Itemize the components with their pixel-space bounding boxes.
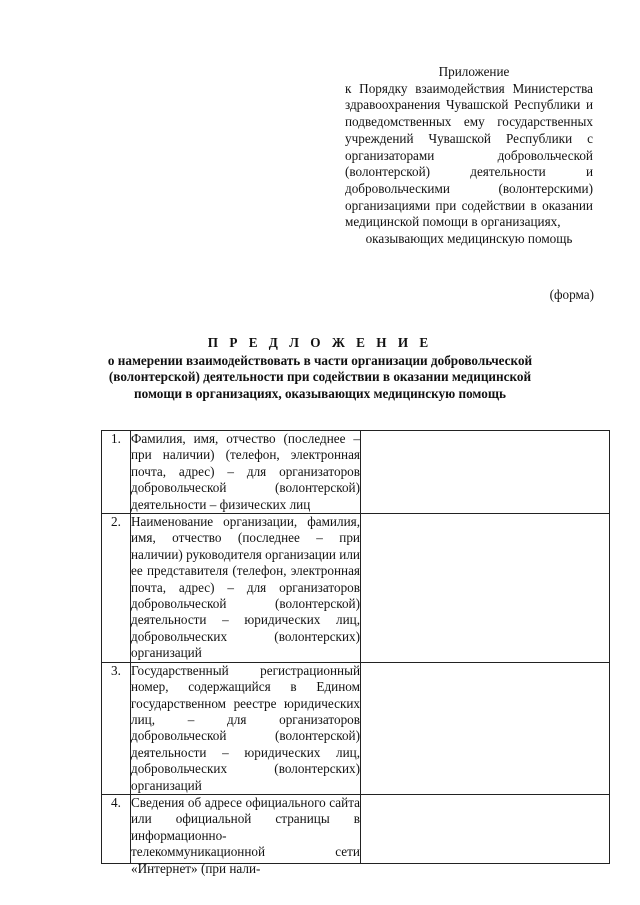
heading-title: П Р Е Д Л О Ж Е Н И Е: [207, 335, 433, 350]
appendix-last-line: оказывающих медицинскую помощь: [365, 231, 573, 247]
row-number: 3.: [102, 662, 131, 794]
row-number: 4.: [102, 794, 131, 863]
document-heading: [100, 335, 540, 402]
form-label: (форма): [549, 287, 594, 302]
row-description: Фамилия, имя, отчество (последнее – при наличии) (телефон, электронная почта, адрес) – для организаторов добровольческой (волонтерской) деятельности – физических лиц: [131, 431, 360, 512]
table-row: [102, 431, 610, 514]
row-value-field[interactable]: [361, 794, 610, 863]
appendix-title: Приложение: [438, 64, 510, 79]
row-description: Наименование организации, фамилия, имя, отчество (последнее – при наличии) руководителя организации или ее представителя (телефон, электронная почта, адрес) – для организаторов добровольческой (волонтерской) деятельности – юридических лиц, добровольческих (волонтерских) организаций: [131, 514, 360, 661]
row-value-field[interactable]: [361, 514, 610, 663]
table-row: [102, 662, 610, 794]
appendix-block: [345, 64, 593, 248]
row-number: 1.: [102, 431, 131, 514]
appendix-body: к Порядку взаимодействия Министерства здравоохранения Чувашской Республики и подведомственных ему государственных учреждений Чувашской Республики с организаторами добровольческой (волонтерской) деятельности и добровольческими (волонтерскими) организациями при содействии в оказании медицинской помощи в организациях,: [345, 80, 593, 230]
row-value-field[interactable]: [361, 662, 610, 794]
row-number: 2.: [102, 514, 131, 663]
table-row: [102, 514, 610, 663]
proposal-table: [101, 430, 610, 876]
heading-subtitle: о намерении взаимодействовать в части организации добровольческой (волонтерской) деятельности при содействии в оказании медицинской помощи в организациях, оказывающих медицинскую помощь: [107, 352, 533, 401]
row-value-field[interactable]: [361, 431, 610, 514]
row-description: [131, 794, 361, 876]
table-row: [102, 794, 610, 863]
row-description: Государственный регистрационный номер, содержащийся в Едином государственном реестре юридических лиц, – для организаторов добровольческой (волонтерской) деятельности – юридических лиц, добровольческих (волонтерских) организаций: [131, 662, 360, 793]
row-description-text: Сведения об адресе официального сайта или официальной страницы в информационно-телекоммуникационной сети «Интернет» (при нали-: [131, 794, 360, 876]
